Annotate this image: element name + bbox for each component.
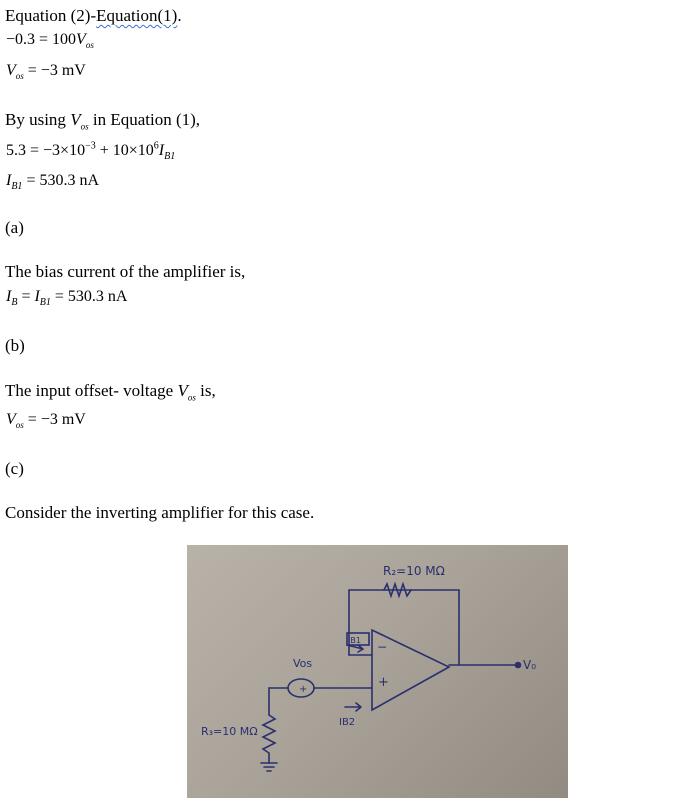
circuit-drawing: [187, 545, 568, 798]
subst-part2: + 10×10: [95, 142, 154, 159]
subst-part1: 5.3 = −3×10: [6, 142, 86, 159]
vos2-os: os: [15, 420, 24, 431]
equation-difference-text: Equation (2)-Equation(1).: [5, 6, 182, 25]
vos2-v: V: [6, 411, 16, 428]
by-using-os: os: [80, 121, 89, 132]
ib2-arrow: [345, 703, 361, 711]
feedback-wire: [349, 590, 459, 665]
ib1-sub: B1: [11, 181, 23, 193]
vos-label: Vos: [293, 657, 313, 670]
ib-i: I: [6, 288, 12, 305]
equation-substitution: [6, 141, 175, 161]
r3-label: R₃=10 MΩ: [201, 725, 258, 738]
subst-i: I: [158, 142, 165, 159]
ib2-label: IB2: [339, 717, 356, 728]
line-by-using: [5, 110, 200, 130]
output-node: [516, 663, 521, 668]
subst-exp1: −3: [85, 140, 96, 152]
plus-sign: +: [378, 675, 389, 690]
equation-ib1-result: [6, 171, 99, 191]
equation-vos-result: [6, 61, 86, 81]
part-b-label: [5, 336, 25, 356]
by-using-text: By using: [5, 110, 71, 129]
part-a-text: (a): [5, 218, 24, 237]
equation-bias-current: [6, 287, 127, 307]
ib1-value: = 530.3 nA: [22, 172, 100, 189]
eq1-lhs: −0.3 = 100: [6, 31, 77, 48]
equation-result-1: [6, 30, 94, 50]
offset-os: os: [187, 392, 196, 403]
ib-eq: =: [17, 288, 35, 305]
line-input-offset: [5, 381, 216, 401]
equation-vos-final: [6, 410, 86, 430]
ib-value: = 530.3 nA: [50, 288, 128, 305]
r3-zigzag: [263, 715, 275, 763]
ib1-i: I: [6, 172, 12, 189]
offset-tail: is,: [195, 381, 216, 400]
ground-symbol: [261, 763, 277, 771]
line-consider: [5, 503, 314, 523]
offset-v: V: [177, 381, 188, 400]
r2-label: R₂=10 MΩ: [383, 564, 445, 578]
subst-b1: B1: [164, 151, 176, 163]
line-equation-difference: [5, 6, 182, 26]
consider-text: Consider the inverting amplifier for this case.: [5, 503, 315, 522]
source-wire: [269, 688, 288, 715]
by-using-v: V: [70, 110, 81, 129]
eq1-os: os: [85, 40, 94, 51]
bias-current-text: The bias current of the amplifier is,: [5, 262, 246, 281]
eq1-v: V: [76, 31, 86, 48]
offset-text: The input offset- voltage: [5, 381, 178, 400]
source-plus-sign: +: [299, 684, 308, 695]
vos-v: V: [6, 62, 16, 79]
part-a-label: [5, 218, 24, 238]
spellcheck-underline: Equation(1): [96, 6, 178, 25]
line-bias-current: [5, 262, 245, 282]
subst-exp2: 6: [153, 140, 159, 152]
vos-os: os: [15, 71, 24, 82]
ib1-i2: I: [34, 288, 40, 305]
by-using-tail: in Equation (1),: [88, 110, 201, 129]
ib1-sub2: B1: [39, 297, 51, 309]
part-b-text: (b): [5, 336, 25, 355]
ib-sub: B: [11, 297, 18, 309]
circuit-photo: [187, 545, 568, 798]
vos2-value: = −3 mV: [23, 411, 86, 428]
ib1-label: IB1: [348, 636, 361, 645]
vos-value: = −3 mV: [23, 62, 86, 79]
minus-sign: −: [377, 640, 388, 654]
part-c-label: [5, 459, 24, 479]
vo-label: V₀: [523, 658, 537, 672]
part-c-text: (c): [5, 459, 24, 478]
